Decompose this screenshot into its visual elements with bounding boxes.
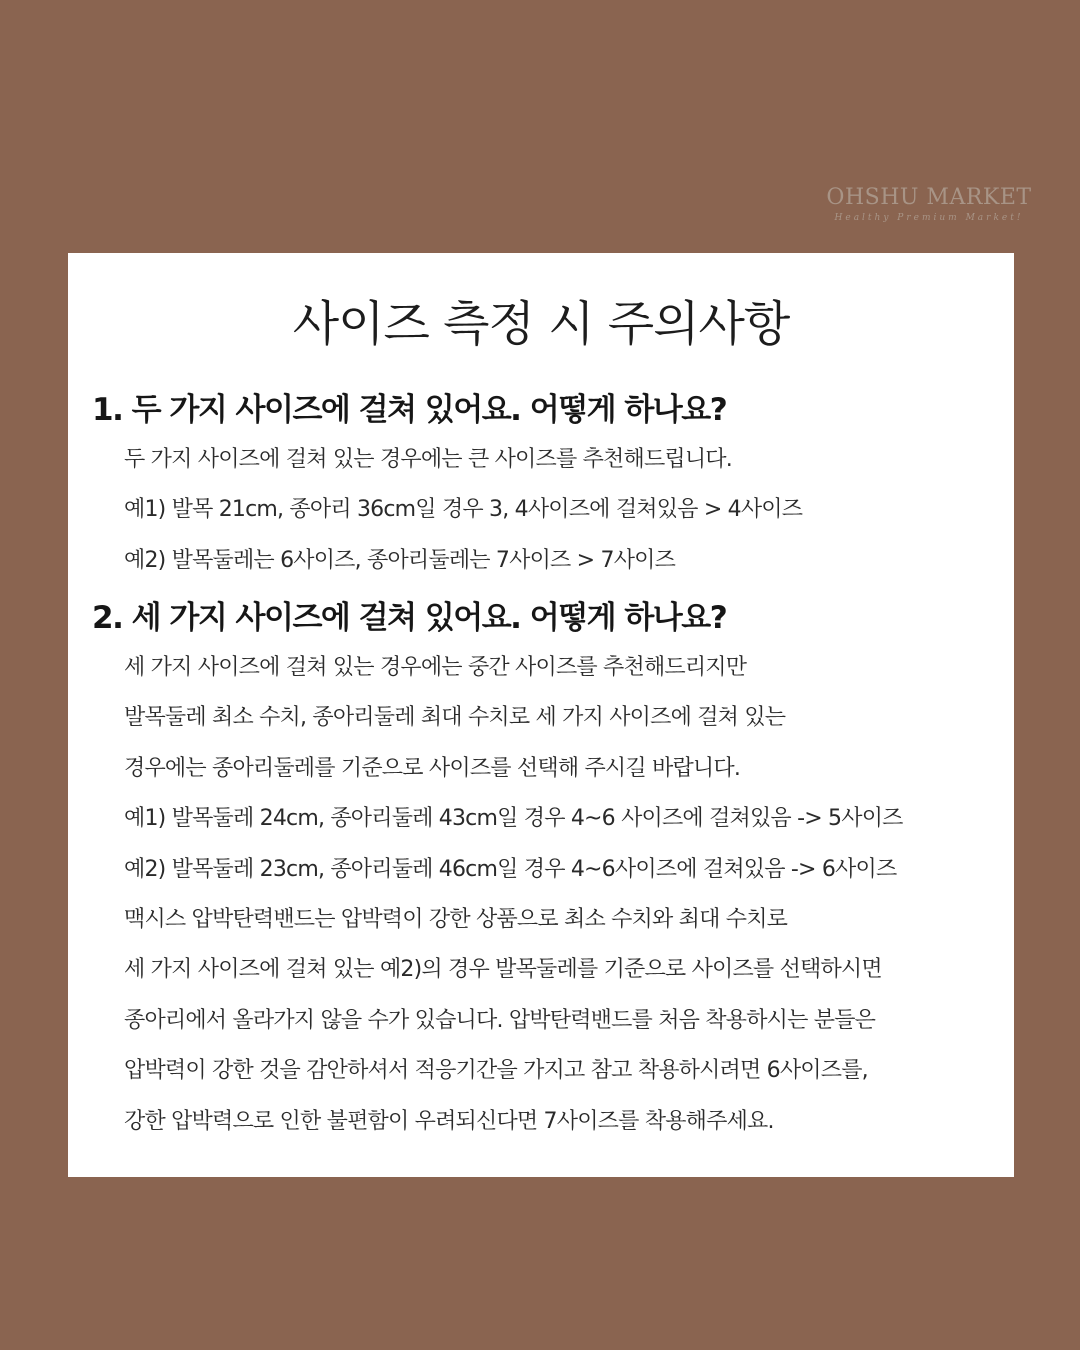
brand-name: OHSHU MARKET [826,185,1032,210]
section-body [92,643,992,1147]
section-heading: 1. 두 가지 사이즈에 걸쳐 있어요. 어떻게 하나요? [92,392,727,428]
brand-logo [824,184,1034,224]
body-line: 압박력이 강한 것을 감안하셔서 적응기간을 가지고 참고 착용하시려면 6사이즈를, [124,1058,868,1084]
page-title: 사이즈 측정 시 주의사항 [292,296,790,352]
body-line: 경우에는 종아리둘레를 기준으로 사이즈를 선택해 주시길 바랍니다. [124,755,741,781]
example-line: 예1) 발목 21cm, 종아리 36cm일 경우 3, 4사이즈에 걸쳐있음 > 4사이즈 [124,497,803,523]
body-line: 맥시스 압박탄력밴드는 압박력이 강한 상품으로 최소 수치와 최대 수치로 [124,907,788,933]
example-line: 예1) 발목둘레 24cm, 종아리둘레 43cm일 경우 4~6 사이즈에 걸쳐있음 -> 5사이즈 [124,806,903,832]
body-line: 두 가지 사이즈에 걸쳐 있는 경우에는 큰 사이즈를 추천해드립니다. [124,447,732,472]
section-three-sizes [92,595,992,1147]
body-line: 강한 압박력으로 인한 불편함이 우려되신다면 7사이즈를 착용해주세요. [124,1108,774,1134]
body-line: 발목둘레 최소 수치, 종아리둘레 최대 수치로 세 가지 사이즈에 걸쳐 있는 [124,705,786,731]
notice-card [68,253,1014,1177]
body-line: 세 가지 사이즈에 걸쳐 있는 예2)의 경우 발목둘레를 기준으로 사이즈를 선택하시면 [124,957,882,983]
example-line: 예2) 발목둘레 23cm, 종아리둘레 46cm일 경우 4~6사이즈에 걸쳐있음 -> 6사이즈 [124,856,897,882]
body-line: 세 가지 사이즈에 걸쳐 있는 경우에는 중간 사이즈를 추천해드리지만 [124,655,747,680]
body-line: 종아리에서 올라가지 않을 수가 있습니다. 압박탄력밴드를 처음 착용하시는 분들은 [124,1007,876,1033]
example-line: 예2) 발목둘레는 6사이즈, 종아리둘레는 7사이즈 > 7사이즈 [124,547,676,573]
section-two-sizes [92,387,992,586]
section-heading: 2. 세 가지 사이즈에 걸쳐 있어요. 어떻게 하나요? [92,600,727,636]
brand-tagline: Healthy Premium Market! [834,213,1024,223]
section-body [92,435,992,586]
